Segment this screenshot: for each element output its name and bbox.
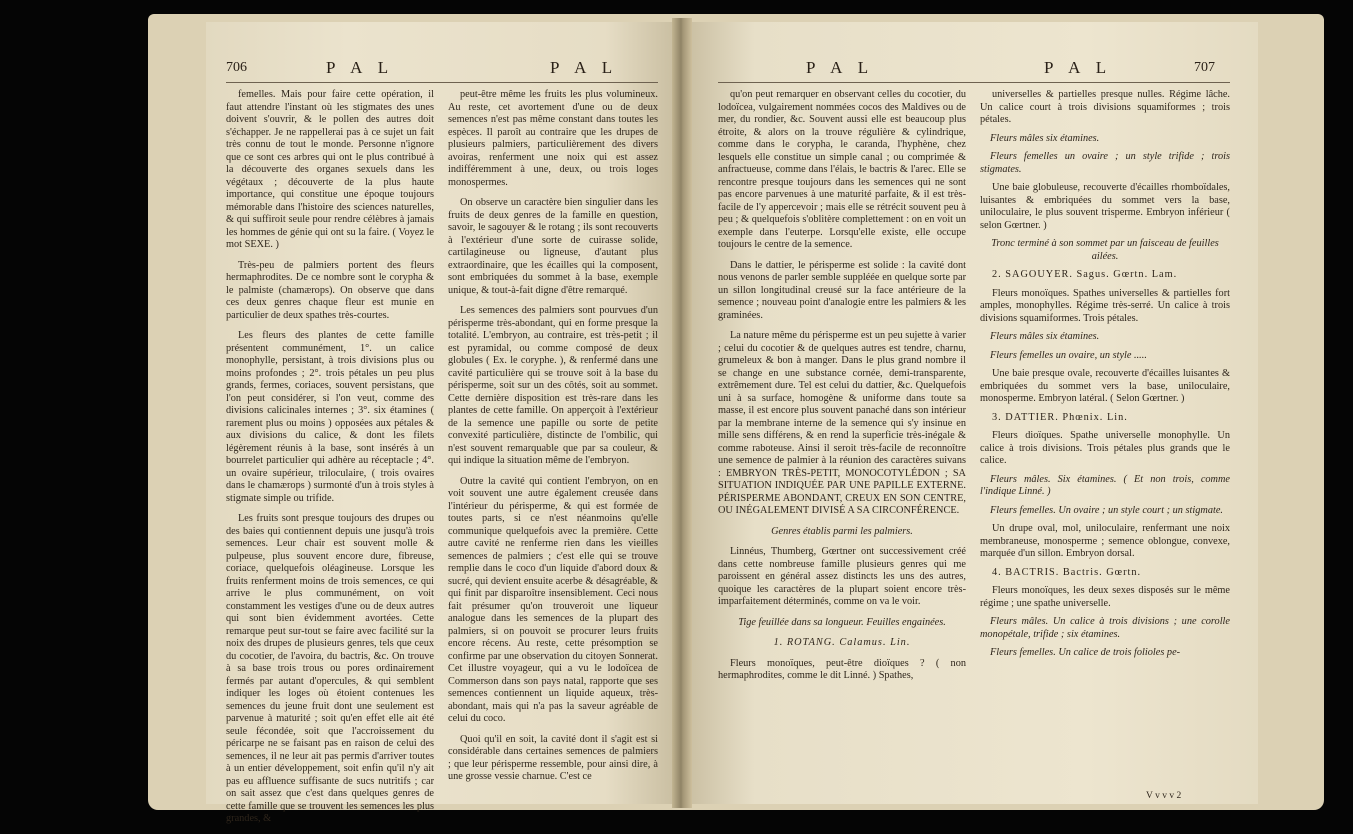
right-running-head-1: P A L <box>806 58 875 77</box>
paragraph: Quoi qu'il en soit, la cavité dont il s'agit est si considérable dans certaines semences de palmiers ; que leur périsperme ressemble, pour ainsi dire, à une grosse vessie charnue. C'est ce <box>448 733 658 782</box>
subsection-heading: Tronc terminé à son sommet par un faisceau de feuilles ailées. <box>991 238 1219 262</box>
left-header-rule <box>226 82 658 83</box>
paragraph: Fleurs femelles un ovaire, un style ..... <box>990 349 1147 361</box>
paragraph: Linnéus, Thumberg, Gœrtner ont successivement créé dans cette nombreuse famille plusieurs genres qui me paroissent en général assez distincts les uns des autres, quoique les caractères de la plupart soient encore très-imparfaitement déterminés, comme on va le voir. <box>718 546 966 607</box>
subsection-heading: Tige feuillée dans sa longueur. Feuilles engainées. <box>738 616 946 628</box>
paragraph: Fleurs femelles. Un ovaire ; un style court ; un stigmate. <box>990 504 1223 516</box>
paragraph: Dans le dattier, le périsperme est solide : la cavité dont nous venons de parler semble suppléée en quelque sorte par un sillon longitudinal creusé sur la face antérieure de la semence ; nouveau point d'analogie entre les palmiers & les graminées. <box>718 259 966 321</box>
signature-mark: V v v v 2 <box>1146 791 1182 801</box>
paragraph: Fleurs mâles six étamines. <box>990 132 1100 144</box>
paragraph: femelles. Mais pour faire cette opération, il faut attendre l'instant où les stigmates des unes doivent s'ouvrir, & le pollen des autres doit s'échapper. Je ne rappellerai pas à ce sujet un fait très connu de tout le monde. Personne n'ignore que ce sont ces arbres qui ont le plus contribué à la découverte des organes sexuels dans les végétaux ; découverte de la plus haute importance, qui constitue une époque toujours mémorable dans l'histoire des sciences naturelles, & qui suffiroit seule pour rendre célèbres à jamais les hommes de génie qui ont su la faire. ( Voyez le mot SEXE. ) <box>226 89 434 250</box>
paragraph: Fleurs monoïques. Spathes universelles & partielles fort amples, monophylles. Régime très-serré. Un calice à trois divisions squamiformes. Trois pétales. <box>980 287 1230 324</box>
genus-heading: 3. DATTIER. Phœnix. Lin. <box>992 411 1128 423</box>
paragraph: Les fleurs des plantes de cette famille présentent communément, 1°. un calice monophylle, persistant, à trois divisions plus ou moins profondes ; 2°. trois pétales un peu plus grands, fermes, coriaces, souvent persistans, que l'on peut considérer, si l'on veut, comme des divisions calicinales internes ; 3°. six étamines ( rarement plus ou moins ) opposées aux pétales & aux divisions du calice, & dont les filets légèrement réunis à la base, sont insérés à un bourrelet particulier qui adhère au réceptacle ; 4°. un ovaire supérieur, triloculaire, ( trois ovaires dans le chamærops ) surmonté d'un à trois styles à stigmate simple ou trifide. <box>226 330 434 504</box>
paragraph: Une baie presque ovale, recouverte d'écailles luisantes & embriquées du sommet vers la base, uniloculaire, monosperme. Embryon latéral. ( Selon Gœrtner. ) <box>980 368 1230 404</box>
paragraph: universelles & partielles presque nulles. Régime lâche. Un calice court à trois divisions squamiformes ; trois pétales. <box>980 89 1230 125</box>
book-gutter <box>672 18 692 808</box>
paragraph: qu'on peut remarquer en observant celles du cocotier, du lodoïcea, vulgairement nommées cocos des Maldives ou de mer, du rondier, &c. Souvent aussi elle est beaucoup plus étroite, & alors on la trouve régulière & cylindrique, comme dans le corypha, le caranda, l'hyphène, chez lesquels elle constitue un simple canal ; ou comprimée & anfractueuse, comme dans l'élais, le bactris & l'arec. Elle se rencontre presque toujours dans les semences qui ne sont pas encore parvenues à une maturité parfaite, & il est très-facile de l'y appercevoir ; mais elle se rétrécit souvent peu à peu ; & quelquefois s'oblitère complettement : on en voit un exemple dans l'euterpe. Lorsqu'elle existe, elle occupe toujours le centre de la semence. <box>718 89 966 250</box>
left-running-head-1: P A L <box>326 58 395 77</box>
right-column-2 <box>980 89 1230 666</box>
paragraph: Une baie globuleuse, recouverte d'écailles rhomboïdales, luisantes & embriquées du sommet vers la base, uniloculaire, le plus souvent trisperme. Embryon inférieur ( selon Gœrtner. ) <box>980 182 1230 231</box>
paragraph: La nature même du périsperme est un peu sujette à varier ; celui du cocotier & de quelques autres est tendre, charnu, grumeleux & bon à manger. Dans le plus grand nombre il se change en une substance cornée, demi-transparente, extrêmement dure. Tel est celui du dattier, &c. Quelquefois uni à sa surface, homogène & uniforme dans toute sa masse, il est encore plus souvent panaché dans son intérieur par la membrane interne de la semence qui s'y insinue en mille sens différens, & en rend la superficie très-inégale & comme raboteuse. Ainsi il seroit très-facile de reconnoître une semence de palmier à la réunion des caractères suivans : EMBRYON TRÈS-PETIT, MONOCOTYLÉDON ; SA SITUATION INDIQUÉE PAR UNE PAPILLE EXTERNE. PÉRISPERME ABONDANT, CREUX EN SON CENTRE, OU INÉGALEMENT DIVISÉ A SA CIRCONFÉRENCE. <box>718 330 966 516</box>
paragraph: Un drupe oval, mol, uniloculaire, renfermant une noix membraneuse, monosperme ; semence oblongue, convexe, marquée d'un sillon. Embryon dorsal. <box>980 523 1230 559</box>
genus-heading: 2. SAGOUYER. Sagus. Gœrtn. Lam. <box>992 269 1178 280</box>
paragraph: Fleurs mâles. Un calice à trois divisions ; une corolle monopétale, trifide ; six étamines. <box>980 616 1230 640</box>
paragraph: Très-peu de palmiers portent des fleurs hermaphrodites. De ce nombre sont le corypha & le palmiste (chamærops). On observe que dans ces deux genres chaque fleur est munie en particulier de deux spathes très-courtes. <box>226 259 434 321</box>
paragraph: Les semences des palmiers sont pourvues d'un périsperme très-abondant, qui en forme presque la totalité. L'embryon, au contraire, est très-petit ; il est pyramidal, ou comme composé de deux globules ( Ex. le coryphe. ), & renfermé dans une cavité particulière qui se trouve soit à la base du périsperme, soit sur un des côtés, soit au sommet. Cette dernière disposition est très-rare dans les plantes de cette famille. On apperçoit à l'extérieur de la semence une papille ou sorte de petite convexité particulière, distincte de l'ombilic, qui n'est souvent remarquable que par sa couleur, & qui indique la situation même de l'embryon. <box>448 305 658 466</box>
left-column-2 <box>448 89 658 792</box>
paragraph: peut-être même les fruits les plus volumineux. Au reste, cet avortement d'une ou de deux semences n'est pas même constant dans toutes les espèces. Il paroît au contraire que les drupes de plusieurs palmiers, particulièrement des divers avoiras, renferment une noix qui est assez indifféremment à une, deux, ou trois loges monospermes. <box>448 89 658 188</box>
paragraph: Les fruits sont presque toujours des drupes ou des baies qui contiennent depuis une jusqu'à trois semences. Leur chair est souvent molle & pulpeuse, plus souvent encore dure, fibreuse, coriace, quelquefois oléagineuse. Lorsque les fruits renferment moins de trois semences, ce qui arrive le plus communément, on voit constamment les vestiges d'une ou de deux autres qui sont bien évidemment avortées. Cette remarque peut sur-tout se faire avec facilité sur la noix des drupes de plusieurs genres, tels que ceux du cocotier, de l'avoira, du bactris, &c. On trouve à sa base trois trous ou pores ordinairement fermés par autant d'opercules, & qui semblent indiquer les loges où étoient contenues les semences du jeune fruit dont une seulement est parvenue à maturité ; soit qu'en effet elle ait été seule fécondée, soit que l'accroissement du péricarpe ne se faisant pas en raison de celui des semences, il ne leur ait pas permis d'arriver toutes à un entier développement, soit enfin qu'il n'y ait pas eu affluence suffisante de sucs nutritifs ; car on sait assez que c'est dans quelques genres de cette famille que se trouvent les semences les plus grandes, & <box>226 513 434 824</box>
left-column-1 <box>226 89 434 834</box>
paragraph: Fleurs femelles un ovaire ; un style trifide ; trois stigmates. <box>980 151 1230 175</box>
right-page-number: 707 <box>1194 60 1215 75</box>
paragraph: Fleurs mâles. Six étamines. ( Et non trois, comme l'indique Linné. ) <box>980 473 1230 497</box>
paragraph: Fleurs monoïques, peut-être dioïques ? ( non hermaphrodites, comme le dit Linné. ) Spathes, <box>718 657 966 681</box>
right-column-1 <box>718 89 966 691</box>
left-running-head-2: P A L <box>550 58 619 77</box>
genus-heading: 4. BACTRIS. Bactris. Gœrtn. <box>992 566 1142 578</box>
paragraph: Outre la cavité qui contient l'embryon, on en voit souvent une autre également creusée dans l'intérieur du périsperme, & qui est formée de toutes parts, si ce n'est néanmoins qu'elle communique quelquefois avec la première. Cette autre cavité ne renferme rien dans les vieilles semences de palmiers ; c'est elle qui se trouve remplie dans le coco d'un liquide d'abord doux & sucré, qui devient ensuite acerbe & désagréable, & qui finit par disparoître insensiblement. Ceci nous fait présumer qu'on trouveroit une liqueur analogue dans les semences de la plupart des palmiers, si on pouvoit se procurer leurs fruits encore récens. Au reste, cette présomption se confirme par une observation du citoyen Sonnerat. Cet illustre voyageur, qui a vu le lodoïcea de Commerson dans son pays natal, rapporte que ses semences contiennent un liquide aqueux, très-abondant, mais qui n'a pas la saveur agréable de celui du coco. <box>448 475 658 724</box>
section-heading: Genres établis parmi les palmiers. <box>771 525 913 537</box>
left-page-number: 706 <box>226 60 247 75</box>
paragraph: Fleurs monoïques, les deux sexes disposés sur le même régime ; une spathe universelle. <box>980 585 1230 609</box>
paragraph: Fleurs femelles. Un calice de trois folioles pe- <box>990 647 1181 658</box>
right-header-rule <box>718 82 1230 83</box>
genus-heading: 1. ROTANG. Calamus. Lin. <box>773 637 911 648</box>
right-running-head-2: P A L <box>1044 58 1113 77</box>
paragraph: Fleurs dioïques. Spathe universelle monophylle. Un calice à trois divisions. Trois pétales plus grands que le calice. <box>980 430 1230 466</box>
paragraph: On observe un caractère bien singulier dans les fruits de deux genres de la famille en question, savoir, le sagouyer & le rotang ; ils sont recouverts à l'extérieur d'une sorte de cuirasse solide, cartilagineuse ou ligneuse, d'autant plus extraordinaire, que les écailles qui la composent, sont embriquées du sommet à la base, exemple unique, & tout-à-fait digne d'être remarqué. <box>448 197 658 296</box>
paragraph: Fleurs mâles six étamines. <box>990 331 1100 342</box>
